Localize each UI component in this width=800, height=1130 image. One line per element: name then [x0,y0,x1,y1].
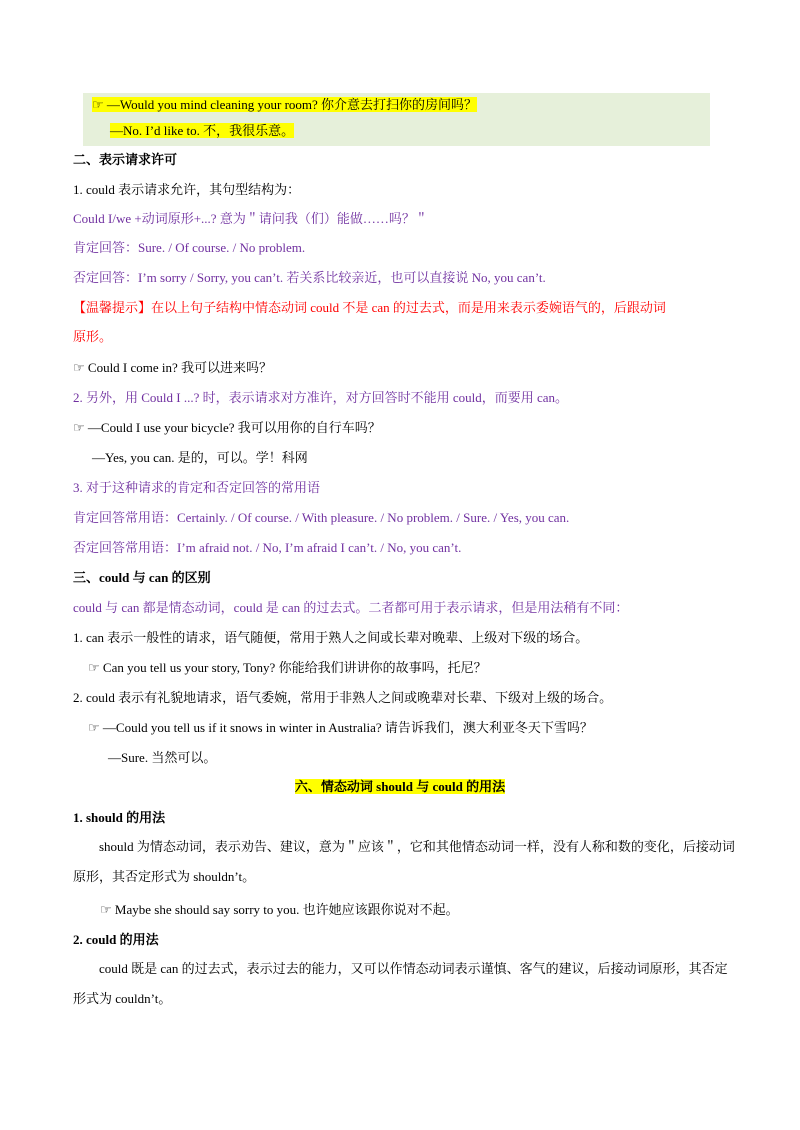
section3-example2-answer: —Sure. 当然可以。 [108,750,217,765]
section2-example2-question: ☞ —Could I use your bicycle? 我可以用你的自行车吗？ [73,420,381,435]
box-example-answer [110,122,294,140]
section2-p7: 肯定回答常用语：Certainly. / Of course. / With pleasure. / No problem. / Sure. / Yes, you can. [73,510,570,525]
section2-p5: 2. 另外，用 Could I ...? 时，表示请求对方准许，对方回答时不能用 could，而要用 can。 [73,390,569,405]
section2-example2-answer: —Yes, you can. 是的，可以。学！科网 [92,450,308,465]
section3-heading: 三、could 与 can 的区别 [73,570,211,585]
box-example-answer-text: —No. I’d like to. 不，我很乐意。 [110,123,295,138]
should-usage-heading: 1. should 的用法 [73,810,166,825]
section3-p2: 1. can 表示一般性的请求，语气随便，常用于熟人之间或长辈对晚辈、上级对下级的场合。 [73,630,589,645]
section2-p6: 3. 对于这种请求的肯定和否定回答的常用语 [73,480,321,495]
section2-p3: 肯定回答：Sure. / Of course. / No problem. [73,240,306,255]
section2-p4: 否定回答：I’m sorry / Sorry, you can’t. 若关系比较亲近，也可以直接说 No, you can’t. [73,270,546,285]
could-usage-heading: 2. could 的用法 [73,932,159,947]
section3-p3: 2. could 表示有礼貌地请求，语气委婉，常用于非熟人之间或晚辈对长辈、下级对上级的场合。 [73,690,613,705]
section3-p1: could 与 can 都是情态动词，could 是 can 的过去式。二者都可用于表示请求，但是用法稍有不同： [73,600,629,615]
section3-example1: ☞ Can you tell us your story, Tony? 你能给我们讲讲你的故事吗，托尼？ [88,660,487,675]
section2-p1: 1. could 表示请求允许，其句型结构为： [73,182,301,197]
section6-heading-text: 六、情态动词 should 与 could 的用法 [294,779,506,794]
section2-example1: ☞ Could I come in? 我可以进来吗？ [73,360,273,375]
tip-line2: 原形。 [73,329,113,344]
section2-p8: 否定回答常用语：I’m afraid not. / No, I’m afraid I can’t. / No, you can’t. [73,540,462,555]
section2-heading: 二、表示请求许可 [73,152,178,167]
could-usage-paragraph: could 既是 can 的过去式，表示过去的能力，又可以作情态动词表示谨慎、客气的建议，后接动词原形，其否定形式为 couldn’t。 [73,961,728,1006]
tip-line1: 【温馨提示】在以上句子结构中情态动词 could 不是 can 的过去式，而是用来表示委婉语气的，后跟动词 [73,300,666,315]
box-example-question-text: ☞ —Would you mind cleaning your room? 你介意去打扫你的房间吗？ [92,97,478,112]
section2-p2: Could I/we +动词原形+...? 意为＂请问我（们）能做……吗？＂ [73,211,428,226]
should-example: ☞ Maybe she should say sorry to you. 也许她应该跟你说对不起。 [100,902,459,917]
box-example-question [92,96,477,114]
section6-heading [0,778,800,796]
section3-example2-question: ☞ —Could you tell us if it snows in winter in Australia? 请告诉我们，澳大利亚冬天下雪吗？ [88,720,593,735]
should-usage-paragraph: should 为情态动词，表示劝告、建议，意为＂应该＂，它和其他情态动词一样，没有人称和数的变化，后接动词原形，其否定形式为 shouldn’t。 [73,839,735,884]
